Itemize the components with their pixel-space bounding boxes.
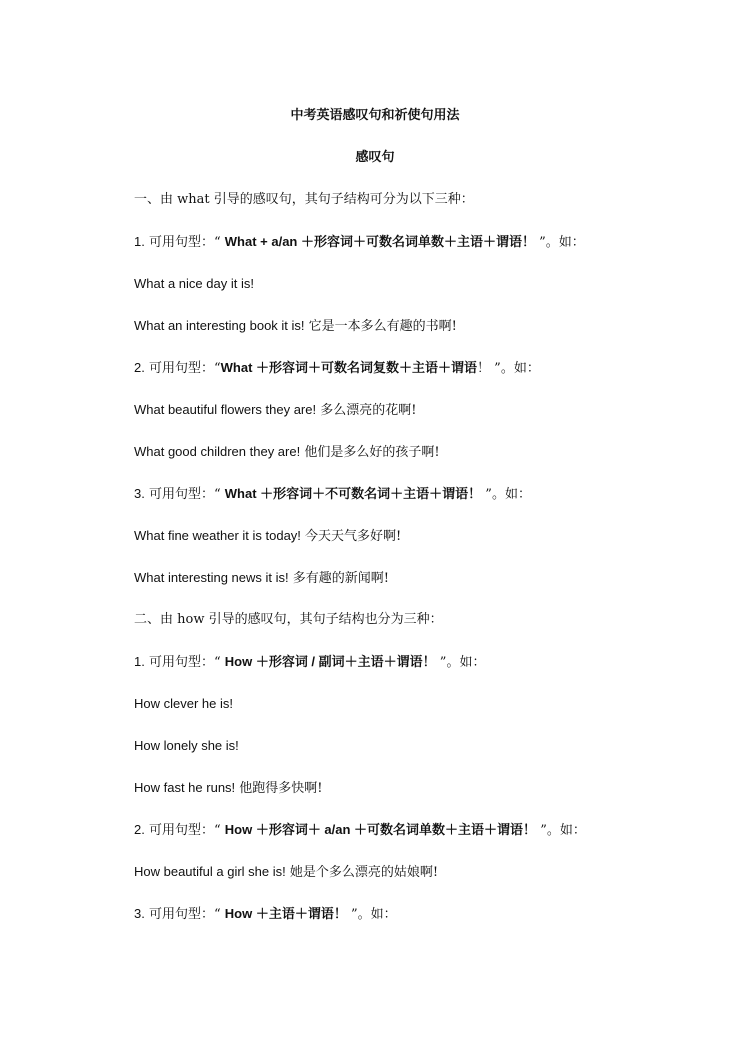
quote-open: “ bbox=[213, 487, 225, 502]
pattern-number: 2. bbox=[134, 822, 145, 837]
pattern-number: 3. bbox=[134, 906, 145, 921]
quote-open: “ bbox=[213, 361, 221, 376]
example-english: What beautiful flowers they are! bbox=[134, 402, 317, 417]
pattern-formula: What ＋形容词＋不可数名词＋主语＋谓语！ bbox=[224, 486, 482, 501]
example-english: What fine weather it is today! bbox=[134, 528, 301, 543]
example-english: What an interesting book it is! bbox=[134, 318, 305, 333]
example-sentence bbox=[134, 780, 323, 797]
how-pattern-2 bbox=[134, 822, 586, 839]
example-sentence: How clever he is! bbox=[134, 696, 233, 711]
example-chinese: 多么漂亮的花啊! bbox=[316, 403, 417, 418]
quote-open: “ bbox=[213, 907, 225, 922]
example-chinese: 多有趣的新闻啊! bbox=[288, 571, 389, 586]
pattern-formula: How ＋形容词 / 副词＋主语＋谓语！ bbox=[224, 654, 436, 669]
quote-open: “ bbox=[213, 235, 225, 250]
pattern-tail: 。如： bbox=[500, 361, 540, 376]
example-english: What good children they are! bbox=[134, 444, 301, 459]
pattern-number: 1. bbox=[134, 234, 145, 249]
example-sentence bbox=[134, 570, 389, 587]
section-2-heading: 二、由 how 引导的感叹句，其句子结构也分为三种： bbox=[134, 612, 443, 627]
pattern-tail: 。如： bbox=[545, 235, 585, 250]
pattern-tail: 。如： bbox=[546, 823, 586, 838]
pattern-lead: 可用句型： bbox=[144, 361, 214, 376]
pattern-number: 3. bbox=[134, 486, 145, 501]
quote-close: ” bbox=[481, 487, 492, 502]
example-sentence bbox=[134, 444, 440, 461]
example-sentence bbox=[134, 402, 416, 419]
example-chinese: 它是一本多么有趣的书啊! bbox=[304, 319, 457, 334]
quote-close: ” bbox=[435, 655, 447, 670]
pattern-1 bbox=[134, 234, 585, 251]
pattern-end: ！ ” bbox=[477, 361, 501, 376]
pattern-tail: 。如： bbox=[446, 655, 486, 670]
pattern-3 bbox=[134, 486, 531, 503]
pattern-lead: 可用句型： bbox=[144, 907, 214, 922]
pattern-tail: 。如： bbox=[357, 907, 397, 922]
pattern-lead: 可用句型： bbox=[144, 823, 214, 838]
pattern-tail: 。如： bbox=[491, 487, 531, 502]
example-english: What interesting news it is! bbox=[134, 570, 289, 585]
pattern-lead: 可用句型： bbox=[144, 487, 214, 502]
pattern-formula: What ＋形容词＋可数名词复数＋主语＋谓语 bbox=[220, 360, 478, 375]
pattern-formula: What + a/an ＋形容词＋可数名词单数＋主语＋谓语！ bbox=[224, 234, 535, 249]
section-1-heading: 一、由 what 引导的感叹句，其句子结构可分为以下三种： bbox=[134, 192, 474, 207]
quote-open: “ bbox=[213, 655, 225, 670]
quote-close: ” bbox=[346, 907, 358, 922]
example-chinese: 他们是多么好的孩子啊! bbox=[300, 445, 440, 460]
example-chinese: 他跑得多快啊! bbox=[235, 781, 323, 796]
section-subtitle: 感叹句 bbox=[355, 150, 395, 165]
document-title: 中考英语感叹句和祈使句用法 bbox=[290, 108, 460, 123]
pattern-number: 1. bbox=[134, 654, 145, 669]
pattern-lead: 可用句型： bbox=[144, 655, 214, 670]
pattern-number: 2. bbox=[134, 360, 145, 375]
example-sentence: How lonely she is! bbox=[134, 738, 239, 753]
how-pattern-3 bbox=[134, 906, 397, 923]
example-english: How fast he runs! bbox=[134, 780, 236, 795]
example-sentence bbox=[134, 528, 401, 545]
example-english: How beautiful a girl she is! bbox=[134, 864, 286, 879]
example-chinese: 她是个多么漂亮的姑娘啊! bbox=[285, 865, 439, 880]
quote-close: ” bbox=[536, 823, 547, 838]
pattern-formula: How ＋形容词＋ a/an ＋可数名词单数＋主语＋谓语！ bbox=[224, 822, 537, 837]
example-chinese: 今天天气多好啊! bbox=[300, 529, 402, 544]
example-sentence bbox=[134, 864, 438, 881]
pattern-formula: How ＋主语＋谓语！ bbox=[224, 906, 347, 921]
example-sentence: What a nice day it is! bbox=[134, 276, 254, 291]
quote-close: ” bbox=[534, 235, 546, 250]
pattern-2 bbox=[134, 360, 540, 377]
how-pattern-1 bbox=[134, 654, 485, 671]
example-sentence bbox=[134, 318, 457, 335]
pattern-lead: 可用句型： bbox=[144, 235, 214, 250]
quote-open: “ bbox=[213, 823, 225, 838]
